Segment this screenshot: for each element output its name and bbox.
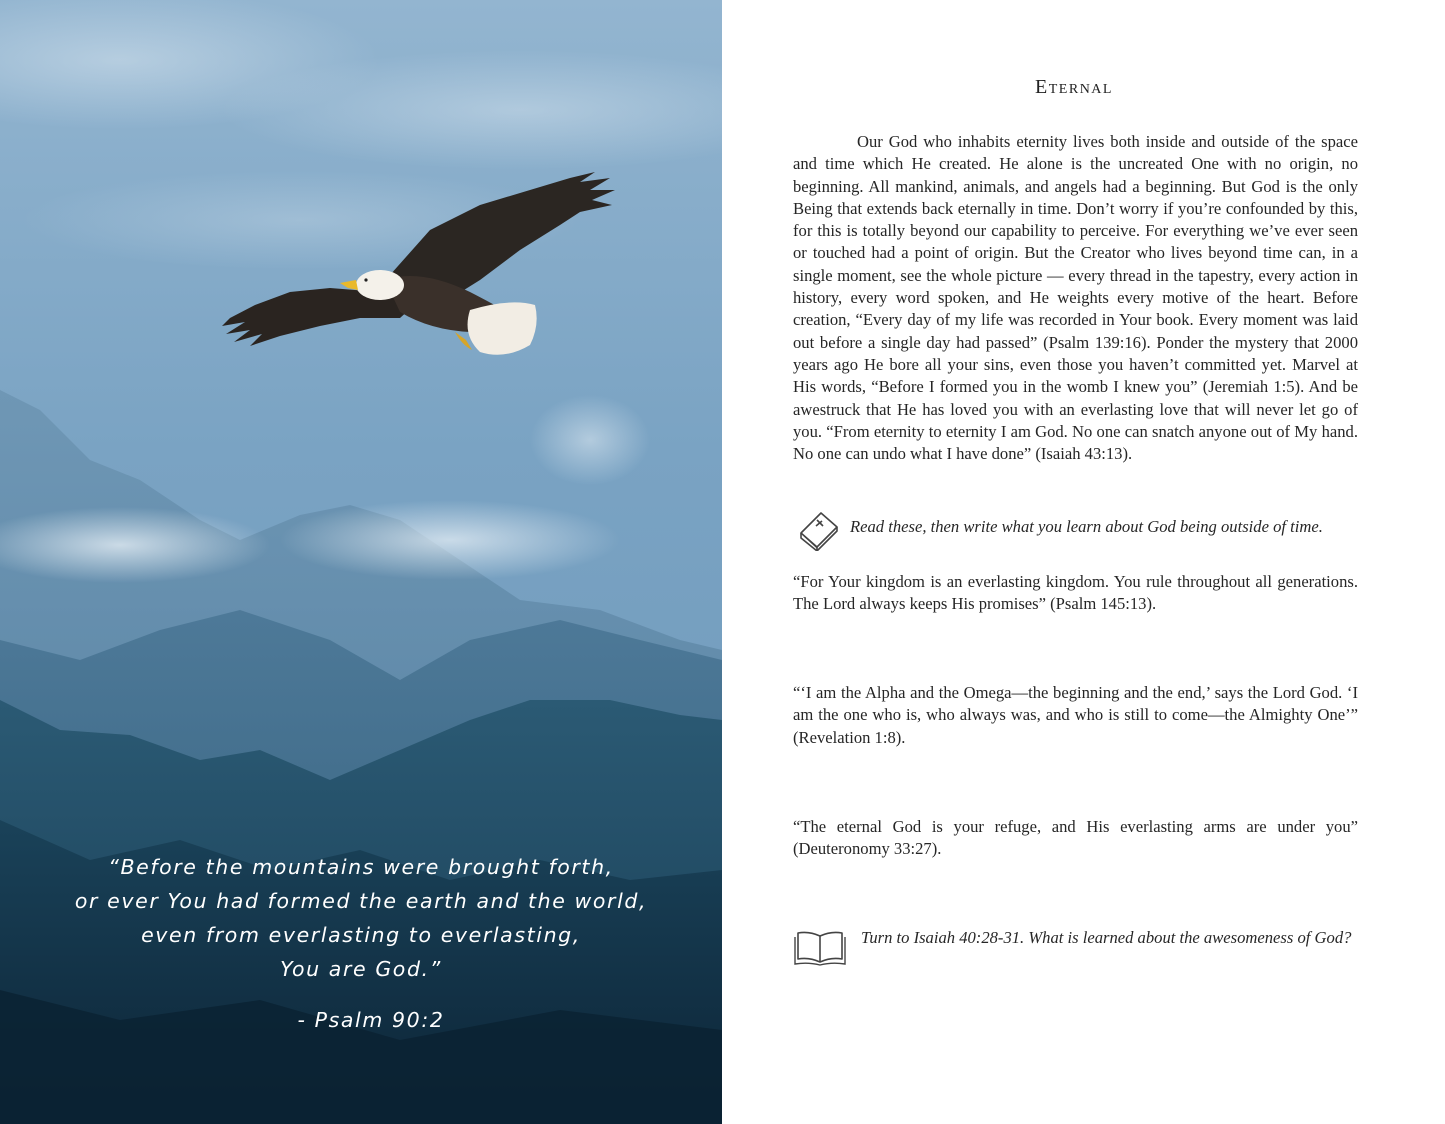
reading-prompt: Read these, then write what you learn about God being outside of time. <box>850 517 1323 536</box>
text-page <box>722 0 1445 1124</box>
title-text: Eternal <box>1035 76 1113 98</box>
quote-attribution: - Psalm 90:2 <box>297 1008 445 1032</box>
quote-line: or ever You had formed the earth and the world, <box>74 889 648 913</box>
quote-line: “Before the mountains were brought forth, <box>108 855 614 879</box>
verse-revelation-1: “‘I am the Alpha and the Omega—the beginning and the end,’ says the Lord God. ‘I am the one who is, who always was, and who is still to come—the Almighty One’” (Revelation 1:8). <box>793 683 1358 747</box>
main-paragraph: Our God who inhabits eternity lives both inside and outside of the space and time which He created. He alone is the uncreated One with no origin, no beginning. All mankind, animals, and angels had a beginning. But God is the only Being that extends back eternally in time. Don’t worry if you’re confounded by this, for this is totally beyond our capability to perceive. For everything we’ve ever seen or touched had a point of origin. But the Creator who lives beyond time can, in a single moment, see the whole picture — every thread in the tapestry, every action in history, every word spoken, and He weights every motive of the heart. Before creation, “Every day of my life was recorded in Your book. Every moment was laid out before a single day had passed” (Psalm 139:16). Ponder the mystery that 2000 years ago He bore all your sins, even those you haven’t committed yet. Marvel at His words, “Before I formed you in the womb I knew you” (Jeremiah 1:5). And be awestruck that He has loved you with an everlasting love that will never let go of you. “From eternity to eternity I am God. No one can snatch anyone out of My hand. No one can undo what I have done” (Isaiah 43:13). <box>793 132 1358 464</box>
quote-line: You are God.” <box>280 957 442 981</box>
psalm-quote <box>0 850 722 986</box>
open-book-icon <box>794 927 846 972</box>
page-title <box>722 76 1426 99</box>
verse-deuteronomy-33: “The eternal God is your refuge, and His everlasting arms are under you” (Deuteronomy 33:27). <box>793 817 1358 859</box>
verse-psalm-145: “For Your kingdom is an everlasting kingdom. You rule throughout all generations. The Lord always keeps His promises” (Psalm 145:13). <box>793 572 1358 614</box>
turn-prompt: Turn to Isaiah 40:28-31. What is learned about the awesomeness of God? <box>861 928 1352 947</box>
photo-panel <box>0 0 722 1124</box>
bible-icon <box>795 509 839 556</box>
quote-line: even from everlasting to everlasting, <box>141 923 581 947</box>
